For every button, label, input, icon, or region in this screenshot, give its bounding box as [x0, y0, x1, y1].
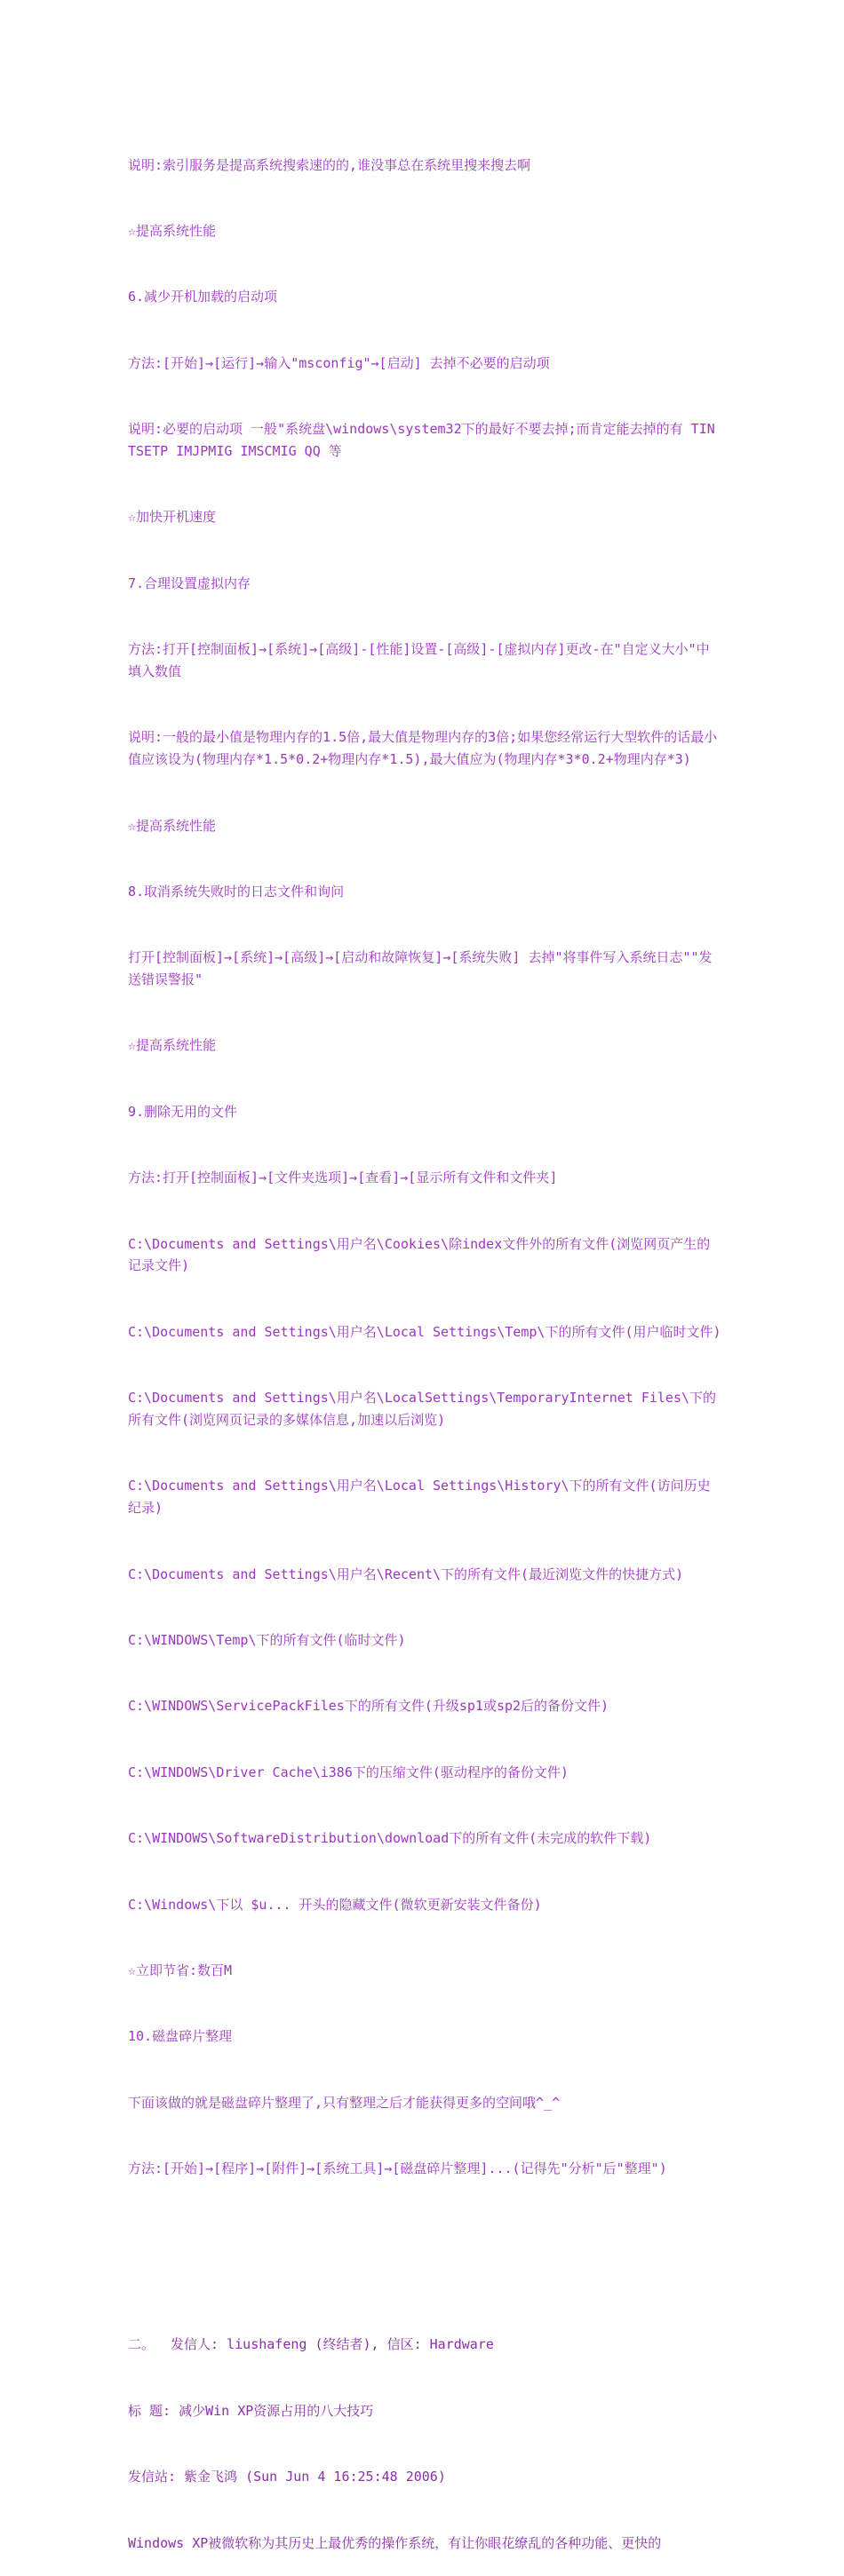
tip-line: ☆提高系统性能 [128, 817, 217, 834]
post-title: 标 题: 减少Win XP资源占用的八大技巧 [128, 2402, 374, 2419]
tip-line: ☆立即节省:数百M [128, 1962, 233, 1978]
path-line: C:\WINDOWS\Driver Cache\i386下的压缩文件(驱动程序的备份文件) [128, 1764, 569, 1780]
text-line: 方法:[开始]→[运行]→输入"msconfig"→[启动] 去掉不必要的启动项 [128, 354, 550, 371]
text-line: 说明:一般的最小值是物理内存的1.5倍,最大值是物理内存的3倍;如果您经常运行大型软件的话最小值应该设为(物理内存*1.5*0.2+物理内存*1.5),最大值应为(物理内存*3*0.2+物理内存*3) [128, 729, 718, 768]
path-line: C:\WINDOWS\Temp\下的所有文件(临时文件) [128, 1631, 406, 1648]
path-line: C:\WINDOWS\SoftwareDistribution\download下的所有文件(未完成的软件下载) [128, 1830, 652, 1847]
path-line: C:\Documents and Settings\用户名\Local Settings\History\下的所有文件(访问历史纪录) [128, 1478, 711, 1517]
text-line: 说明:索引服务是提高系统搜索速的的,谁没事总在系统里搜来搜去啊 [128, 156, 531, 173]
section-heading: 8.取消系统失败时的日志文件和询问 [128, 883, 345, 900]
blank-line [128, 2246, 721, 2268]
document-page [128, 110, 721, 2576]
post-station: 发信站: 紫金飞鸿 (Sun Jun 4 16:25:48 2006) [128, 2469, 446, 2485]
post-body: Windows XP被微软称为其历史上最优秀的操作系统，有让你眼花缭乱的各种功能、更快的 [128, 2534, 662, 2551]
path-line: C:\WINDOWS\ServicePackFiles下的所有文件(升级sp1或sp2后的备份文件) [128, 1698, 609, 1715]
text-line: 说明:必要的启动项 一般"系统盘\windows\system32下的最好不要去掉;而肯定能去掉的有 TINTSETP IMJPMIG IMSCMIG QQ 等 [128, 421, 715, 459]
text-line: 方法:打开[控制面板]→[系统]→[高级]-[性能]设置-[高级]-[虚拟内存]更改-在"自定义大小"中填入数值 [128, 641, 710, 679]
text-line: 方法:[开始]→[程序]→[附件]→[系统工具]→[磁盘碎片整理]...(记得先"分析"后"整理") [128, 2160, 667, 2177]
path-line: C:\Documents and Settings\用户名\LocalSettings\TemporaryInternet Files\下的所有文件(浏览网页记录的多媒体信息,加速以后浏览) [128, 1390, 716, 1429]
section-heading: 10.磁盘碎片整理 [128, 2028, 233, 2045]
path-line: C:\Windows\下以 $u... 开头的隐藏文件(微软更新安装文件备份) [128, 1896, 542, 1913]
text-line: 打开[控制面板]→[系统]→[高级]→[启动和故障恢复]→[系统失败] 去掉"将事件写入系统日志""发送错误警报" [128, 949, 713, 988]
section-heading: 6.减少开机加载的启动项 [128, 289, 278, 305]
path-line: C:\Documents and Settings\用户名\Local Settings\Temp\下的所有文件(用户临时文件) [128, 1323, 721, 1340]
section-heading: 7.合理设置虚拟内存 [128, 575, 251, 591]
post-header: 二。 发信人: liushafeng (终结者), 信区: Hardware [128, 2336, 494, 2353]
tip-line: ☆提高系统性能 [128, 1037, 217, 1054]
tip-line: ☆提高系统性能 [128, 222, 217, 239]
text-line: 方法:打开[控制面板]→[文件夹选项]→[查看]→[显示所有文件和文件夹] [128, 1169, 558, 1186]
text-line: 下面该做的就是磁盘碎片整理了,只有整理之后才能获得更多的空间哦^_^ [128, 2094, 561, 2111]
path-line: C:\Documents and Settings\用户名\Cookies\除index文件外的所有文件(浏览网页产生的记录文件) [128, 1235, 711, 1274]
path-line: C:\Documents and Settings\用户名\Recent\下的所有文件(最近浏览文件的快捷方式) [128, 1565, 684, 1582]
tip-line: ☆加快开机速度 [128, 509, 217, 526]
section-heading: 9.删除无用的文件 [128, 1103, 238, 1120]
